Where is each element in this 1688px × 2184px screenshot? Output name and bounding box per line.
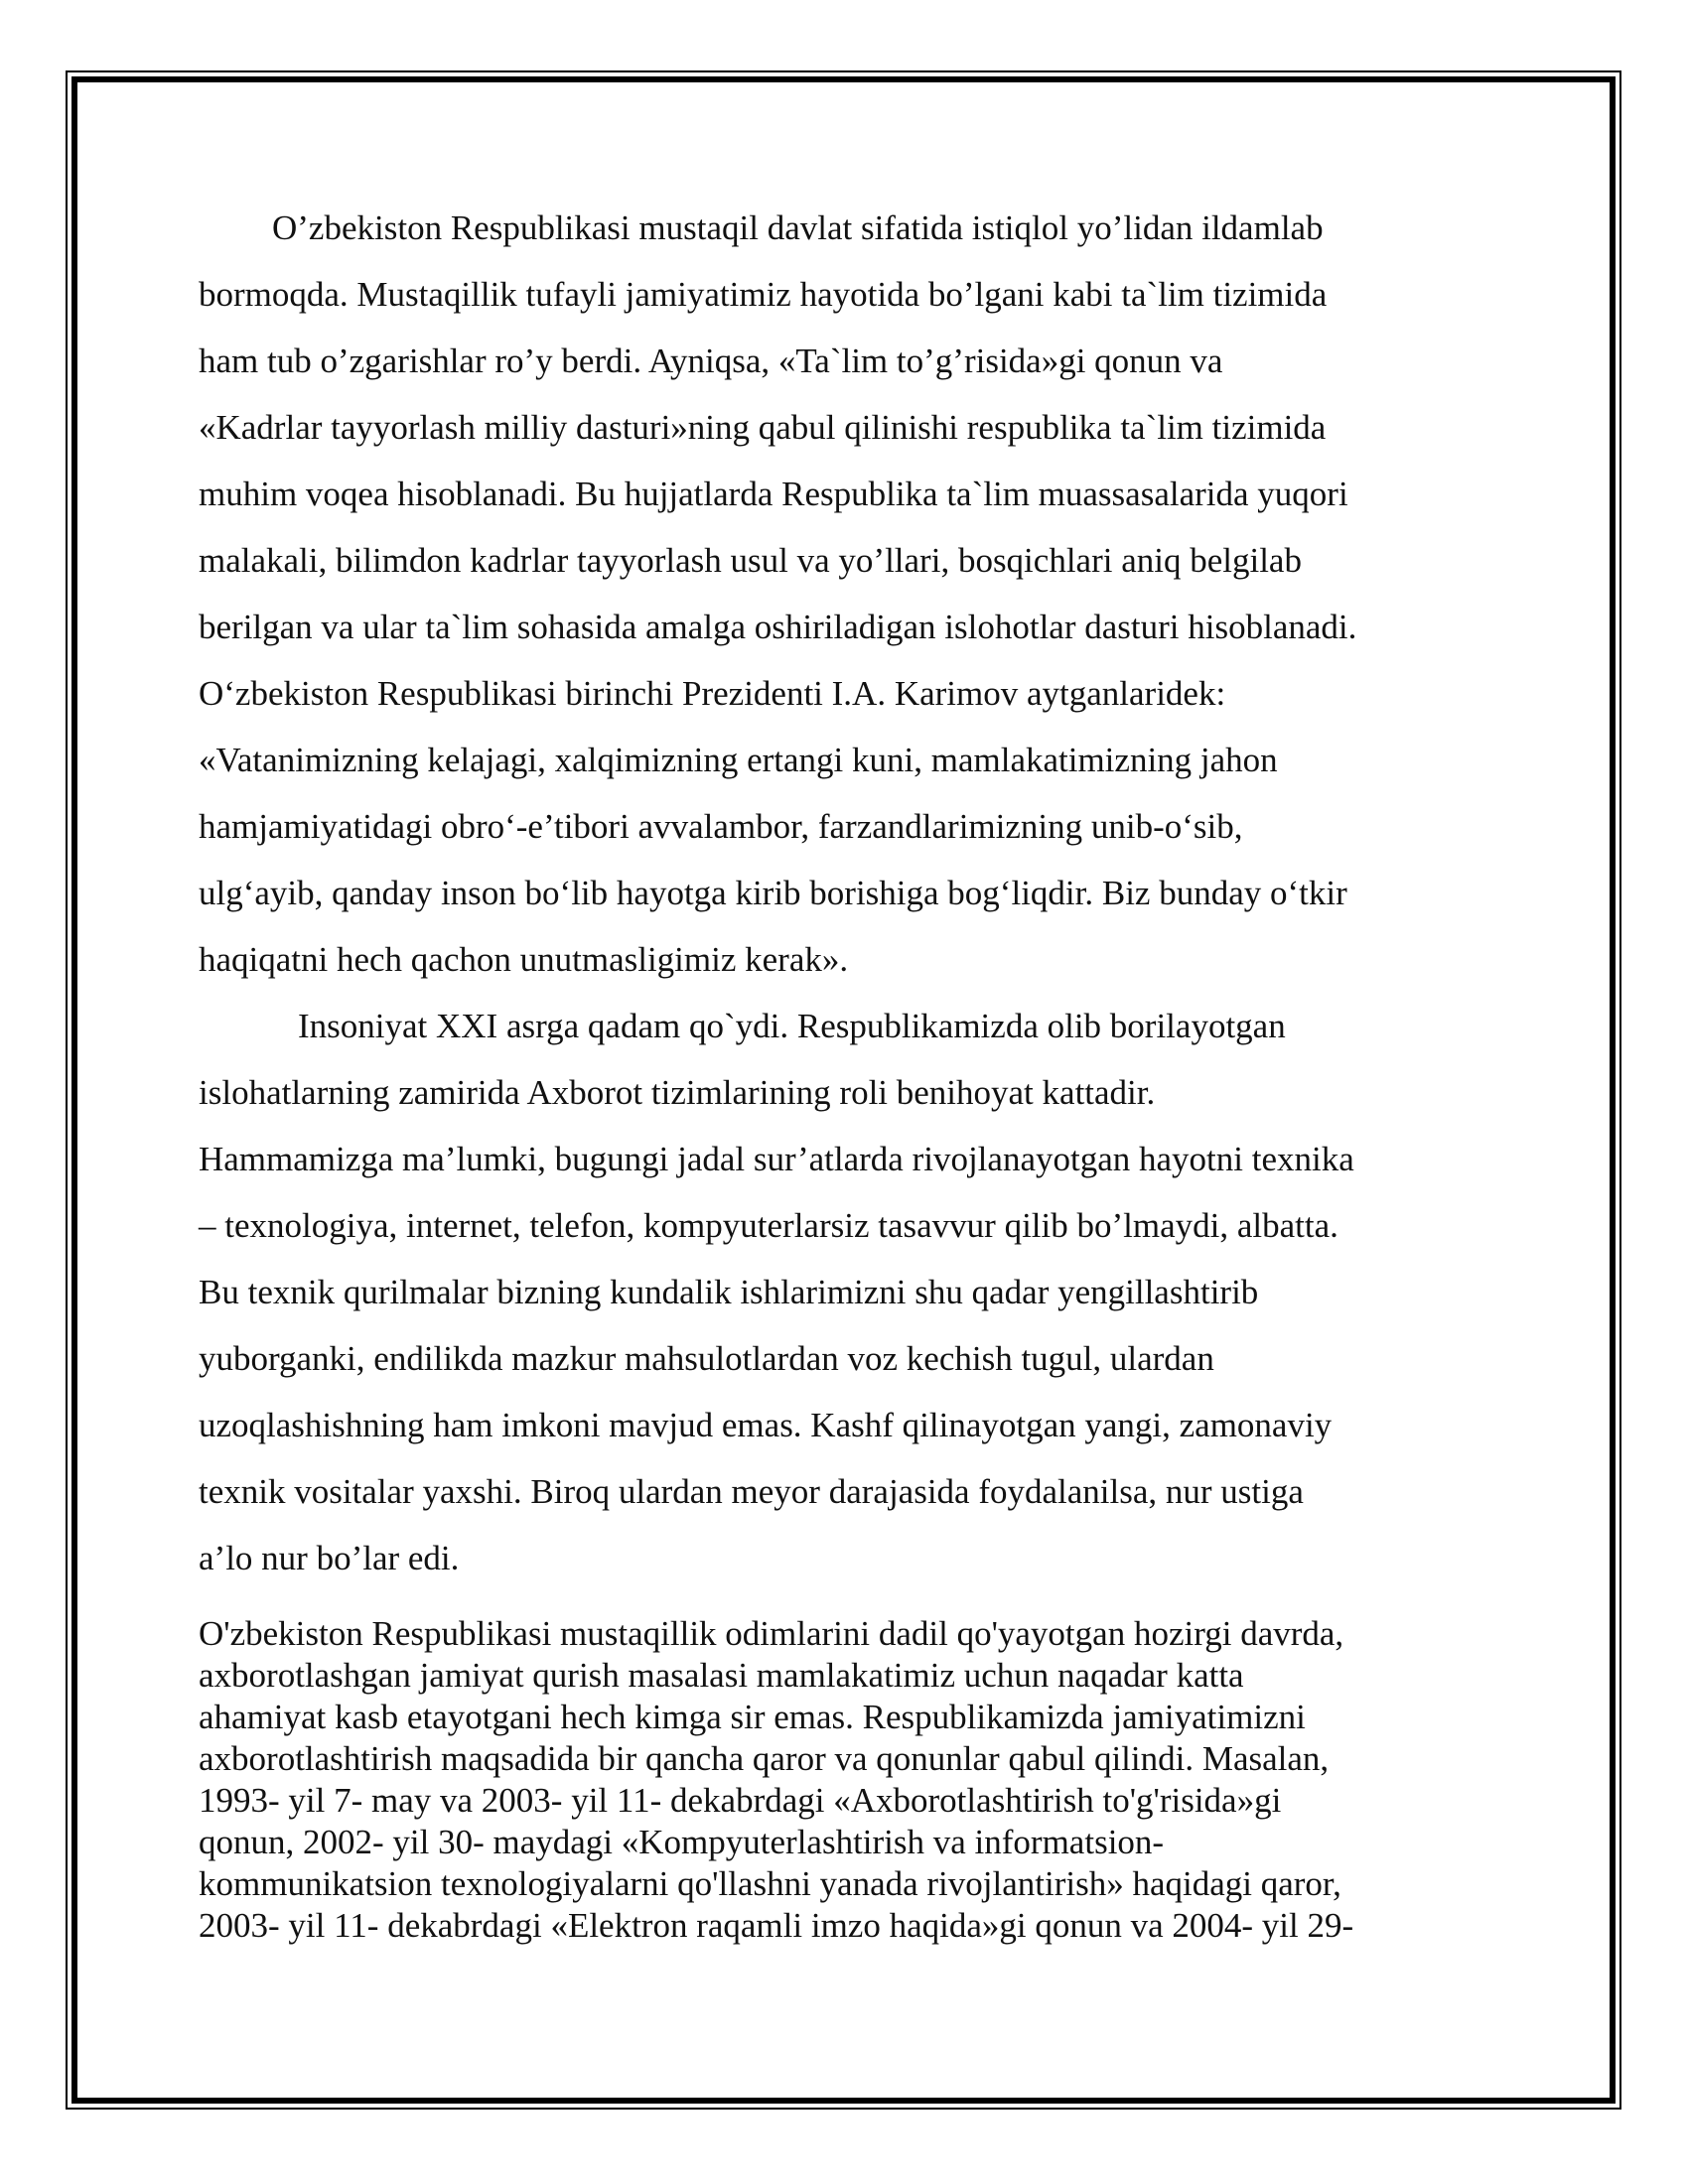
text-line: hamjamiyatidagi obro‘-e’tibori avvalambor, farzandlarimizning unib-o‘sib, — [199, 807, 1243, 846]
document-body — [199, 195, 1489, 1947]
paragraph-1 — [199, 195, 1489, 993]
text-line: texnik vositalar yaxshi. Biroq ulardan meyor darajasida foydalanilsa, nur ustiga — [199, 1472, 1304, 1511]
paragraph-3 — [199, 1613, 1489, 1947]
paragraph-spacer — [199, 1591, 1489, 1613]
text-line: islohatlarning zamirida Axborot tizimlarining roli benihoyat kattadir. — [199, 1073, 1156, 1112]
text-line: Bu texnik qurilmalar bizning kundalik ishlarimizni shu qadar yengillashtirib — [199, 1273, 1259, 1311]
text-line: ham tub o’zgarishlar ro’y berdi. Ayniqsa, «Ta`lim to’g’risida»gi qonun va — [199, 341, 1223, 380]
text-line: axborotlashtirish maqsadida bir qancha qaror va qonunlar qabul qilindi. Masalan, — [199, 1739, 1330, 1778]
text-line: 2003- yil 11- dekabrdagi «Elektron raqamli imzo haqida»gi qonun va 2004- yil 29- — [199, 1906, 1354, 1945]
text-line: 1993- yil 7- may va 2003- yil 11- dekabrdagi «Axborotlashtirish to'g'risida»gi — [199, 1781, 1282, 1820]
text-line: kommunikatsion texnologiyalarni qo'llashni yanada rivojlantirish» haqidagi qaror, — [199, 1864, 1341, 1903]
text-line: uzoqlashishning ham imkoni mavjud emas. Kashf qilinayotgan yangi, zamonaviy — [199, 1406, 1333, 1444]
text-line: – texnologiya, internet, telefon, kompyuterlarsiz tasavvur qilib bo’lmaydi, albatta. — [199, 1206, 1338, 1245]
text-line: muhim voqea hisoblanadi. Bu hujjatlarda Respublika ta`lim muassasalarida yuqori — [199, 475, 1348, 513]
paragraph-2 — [199, 993, 1489, 1591]
text-line: O‘zbekiston Respublikasi birinchi Prezidenti I.A. Karimov aytganlaridek: — [199, 674, 1226, 713]
text-line: malakali, bilimdon kadrlar tayyorlash usul va yo’llari, bosqichlari aniq belgilab — [199, 541, 1302, 580]
text-line: a’lo nur bo’lar edi. — [199, 1539, 460, 1577]
text-line: qonun, 2002- yil 30- maydagi «Kompyuterlashtirish va informatsion- — [199, 1823, 1165, 1861]
text-line: ulg‘ayib, qanday inson bo‘lib hayotga kirib borishiga bog‘liqdir. Biz bunday o‘tkir — [199, 874, 1347, 912]
text-line: O'zbekiston Respublikasi mustaqillik odimlarini dadil qo'yayotgan hozirgi davrda, — [199, 1614, 1344, 1653]
text-line: O’zbekiston Respublikasi mustaqil davlat sifatida istiqlol yo’lidan ildamlab — [272, 208, 1324, 247]
text-line: axborotlashgan jamiyat qurish masalasi mamlakatimiz uchun naqadar katta — [199, 1656, 1244, 1695]
text-line: yuborganki, endilikda mazkur mahsulotlardan voz kechish tugul, ulardan — [199, 1339, 1214, 1378]
text-line: Insoniyat XXI asrga qadam qo`ydi. Respublikamizda olib borilayotgan — [298, 1007, 1286, 1045]
text-line: bormoqda. Mustaqillik tufayli jamiyatimiz hayotida bo’lgani kabi ta`lim tizimida — [199, 275, 1328, 314]
text-line: «Kadrlar tayyorlash milliy dasturi»ning qabul qilinishi respublika ta`lim tizimida — [199, 408, 1327, 447]
text-line: haqiqatni hech qachon unutmasligimiz kerak». — [199, 940, 849, 979]
text-line: berilgan va ular ta`lim sohasida amalga oshiriladigan islohotlar dasturi hisoblanadi. — [199, 608, 1357, 646]
text-line: «Vatanimizning kelajagi, xalqimizning ertangi kuni, mamlakatimizning jahon — [199, 741, 1278, 779]
text-line: ahamiyat kasb etayotgani hech kimga sir emas. Respublikamizda jamiyatimizni — [199, 1698, 1306, 1736]
text-line: Hammamizga ma’lumki, bugungi jadal sur’atlarda rivojlanayotgan hayotni texnika — [199, 1140, 1354, 1178]
